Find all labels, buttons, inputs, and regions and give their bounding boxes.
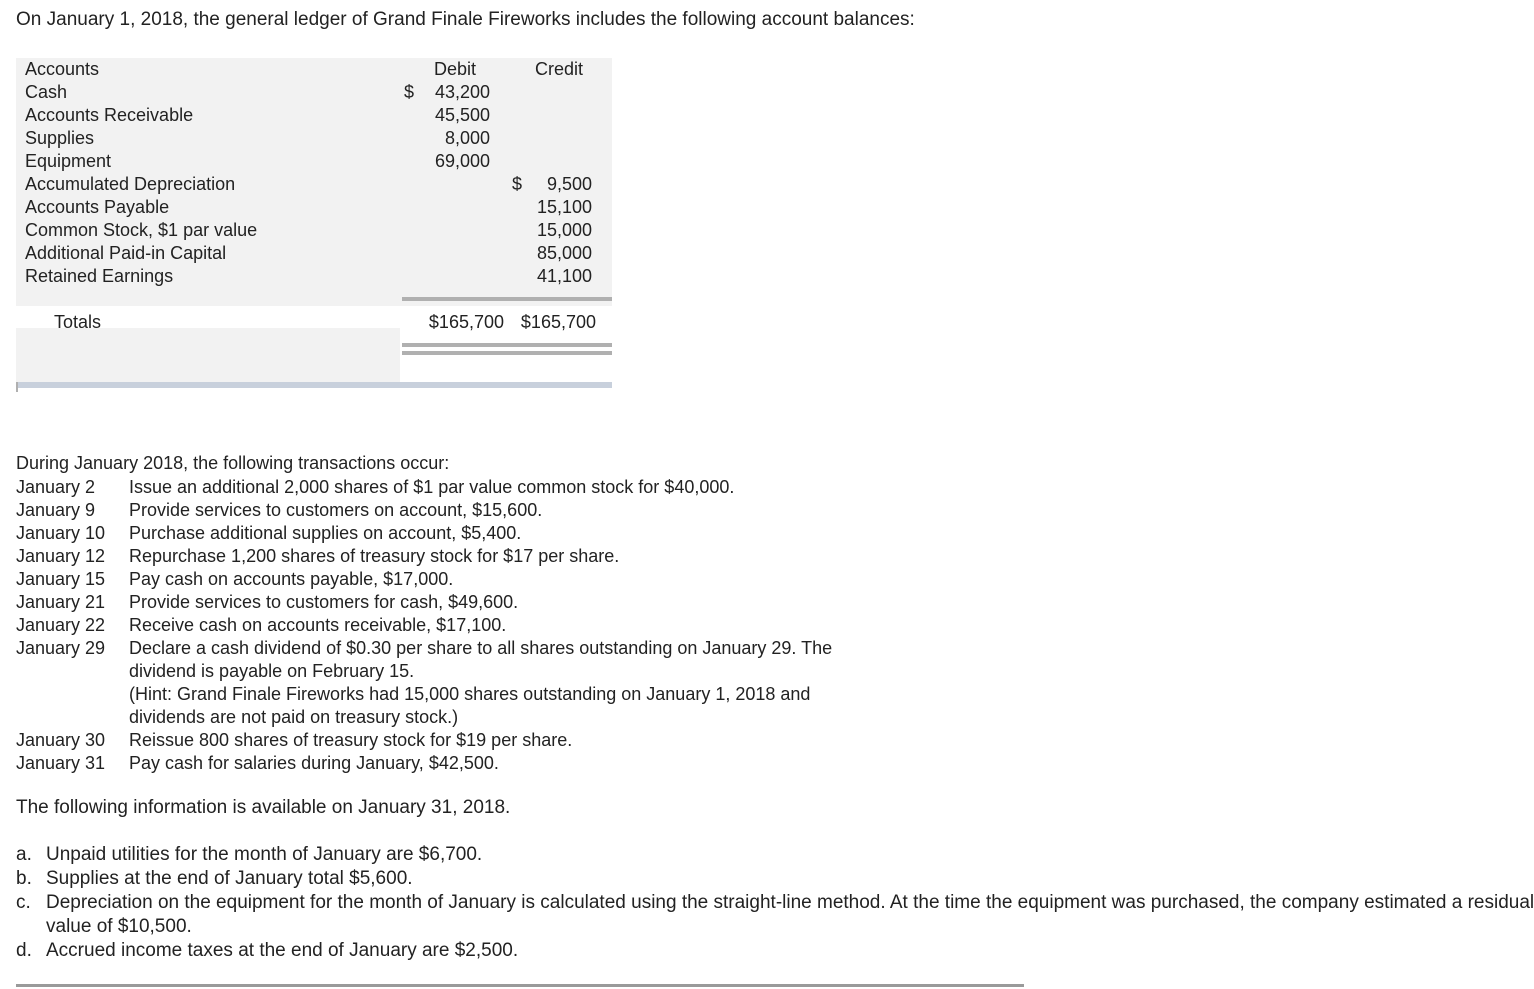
transaction-row <box>16 752 1009 775</box>
transaction-description-line: Pay cash for salaries during January, $42,500. <box>129 753 499 773</box>
transaction-row <box>16 591 1009 614</box>
transaction-date: January 9 <box>16 500 96 520</box>
transaction-description-line: dividend is payable on February 15. <box>129 661 415 681</box>
transaction-description-line: (Hint: Grand Finale Fireworks had 15,000 shares outstanding on January 1, 2018 and <box>129 684 811 704</box>
account-name: Additional Paid-in Capital <box>25 243 227 263</box>
transaction-description <box>129 499 1009 522</box>
transaction-date: January 22 <box>16 615 106 635</box>
info-item-text <box>46 867 413 891</box>
info-item <box>16 867 1056 891</box>
account-name: Cash <box>25 82 68 102</box>
info-item <box>16 939 1056 963</box>
account-name: Supplies <box>25 128 95 148</box>
transaction-date: January 31 <box>16 753 106 773</box>
transaction-description <box>129 522 1009 545</box>
debit-dollar-sign: $ <box>404 82 415 102</box>
transaction-description <box>129 729 1009 752</box>
table-header-row <box>16 58 612 81</box>
transaction-description <box>129 545 1009 568</box>
transaction-description-line: Provide services to customers on account, $15,600. <box>129 500 543 520</box>
credit-dollar-sign: $ <box>512 174 523 194</box>
transaction-date: January 15 <box>16 569 106 589</box>
transaction-description-line: Declare a cash dividend of $0.30 per share to all shares outstanding on January 29. The <box>129 638 833 658</box>
transaction-row <box>16 614 1009 637</box>
transaction-date: January 2 <box>16 477 96 497</box>
info-items-list <box>16 843 1534 963</box>
transaction-row <box>16 568 1009 591</box>
debit-amount: 43,200 <box>434 82 490 102</box>
totals-label: Totals <box>54 312 102 332</box>
info-item-letter: b. <box>16 868 32 889</box>
debit-amount: 8,000 <box>444 128 490 148</box>
transaction-description <box>129 591 1009 614</box>
intro-text: On January 1, 2018, the general ledger of Grand Finale Fireworks includes the following account balances: <box>16 9 915 30</box>
transaction-description-line: Receive cash on accounts receivable, $17,100. <box>129 615 507 635</box>
transaction-description-line: Reissue 800 shares of treasury stock for $19 per share. <box>129 730 573 750</box>
transaction-date: January 30 <box>16 730 106 750</box>
transaction-description-line: Issue an additional 2,000 shares of $1 par value common stock for $40,000. <box>129 477 735 497</box>
transaction-row <box>16 522 1009 545</box>
transaction-row <box>16 476 1009 499</box>
table-row <box>16 219 612 242</box>
table-row <box>16 173 612 196</box>
table-row <box>16 127 612 150</box>
info-item-letter: d. <box>16 940 32 961</box>
table-row <box>16 150 612 173</box>
transaction-description-line: Pay cash on accounts payable, $17,000. <box>129 569 454 589</box>
debit-amount: 69,000 <box>434 151 490 171</box>
transaction-description-line: dividends are not paid on treasury stock.) <box>129 707 459 727</box>
info-item-line: Accrued income taxes at the end of January are $2,500. <box>46 940 519 961</box>
totals-credit: $165,700 <box>520 312 596 332</box>
table-row <box>16 104 612 127</box>
table-row <box>16 196 612 219</box>
info-item-letter: a. <box>16 844 32 865</box>
credit-amount: 15,100 <box>536 197 592 217</box>
debit-amount: 45,500 <box>434 105 490 125</box>
credit-amount: 9,500 <box>546 174 592 194</box>
transaction-row <box>16 729 1009 752</box>
transaction-row <box>16 637 1009 729</box>
header-debit: Debit <box>433 59 477 79</box>
transactions-list <box>16 476 1009 775</box>
info-item-line: Supplies at the end of January total $5,600. <box>46 868 413 889</box>
info-item-letter: c. <box>16 892 31 913</box>
totals-debit: $165,700 <box>428 312 504 332</box>
credit-amount: 15,000 <box>536 220 592 240</box>
transaction-row <box>16 499 1009 522</box>
account-name: Equipment <box>25 151 112 171</box>
transaction-description <box>129 637 1009 729</box>
transaction-description-line: Purchase additional supplies on account, $5,400. <box>129 523 522 543</box>
info-item-line: Unpaid utilities for the month of January are $6,700. <box>46 844 483 865</box>
transaction-date: January 10 <box>16 523 106 543</box>
account-name: Accumulated Depreciation <box>25 174 236 194</box>
info-item-text <box>46 939 518 963</box>
transaction-description <box>129 614 1009 637</box>
credit-amount: 85,000 <box>536 243 592 263</box>
transaction-description-line: Repurchase 1,200 shares of treasury stock for $17 per share. <box>129 546 620 566</box>
info-item-text <box>46 891 1534 939</box>
transaction-date: January 29 <box>16 638 106 658</box>
header-credit: Credit <box>534 59 583 79</box>
transaction-description <box>129 568 1009 591</box>
info-heading: The following information is available on January 31, 2018. <box>16 797 511 818</box>
account-name: Accounts Payable <box>25 197 170 217</box>
table-row <box>16 242 612 265</box>
header-accounts: Accounts <box>25 59 100 79</box>
credit-amount: 41,100 <box>536 266 592 286</box>
transaction-description <box>129 476 1009 499</box>
account-name: Retained Earnings <box>25 266 174 286</box>
transaction-description-line: Provide services to customers for cash, $49,600. <box>129 592 519 612</box>
transaction-description <box>129 752 1009 775</box>
account-name: Common Stock, $1 par value <box>25 220 258 240</box>
transactions-heading: During January 2018, the following transactions occur: <box>16 453 450 473</box>
info-item-text <box>46 843 482 867</box>
totals-row <box>16 311 612 334</box>
transaction-row <box>16 545 1009 568</box>
account-name: Accounts Receivable <box>25 105 194 125</box>
info-item <box>16 891 1534 939</box>
transaction-date: January 12 <box>16 546 106 566</box>
transaction-date: January 21 <box>16 592 106 612</box>
info-item <box>16 843 1056 867</box>
table-row <box>16 265 612 288</box>
table-row <box>16 81 612 104</box>
info-item-line: value of $10,500. <box>46 916 192 937</box>
info-item-line: Depreciation on the equipment for the month of January is calculated using the straight-line method. At the time the equipment was purchased, the company estimated a residual <box>46 892 1534 913</box>
bottom-divider <box>16 984 1024 987</box>
